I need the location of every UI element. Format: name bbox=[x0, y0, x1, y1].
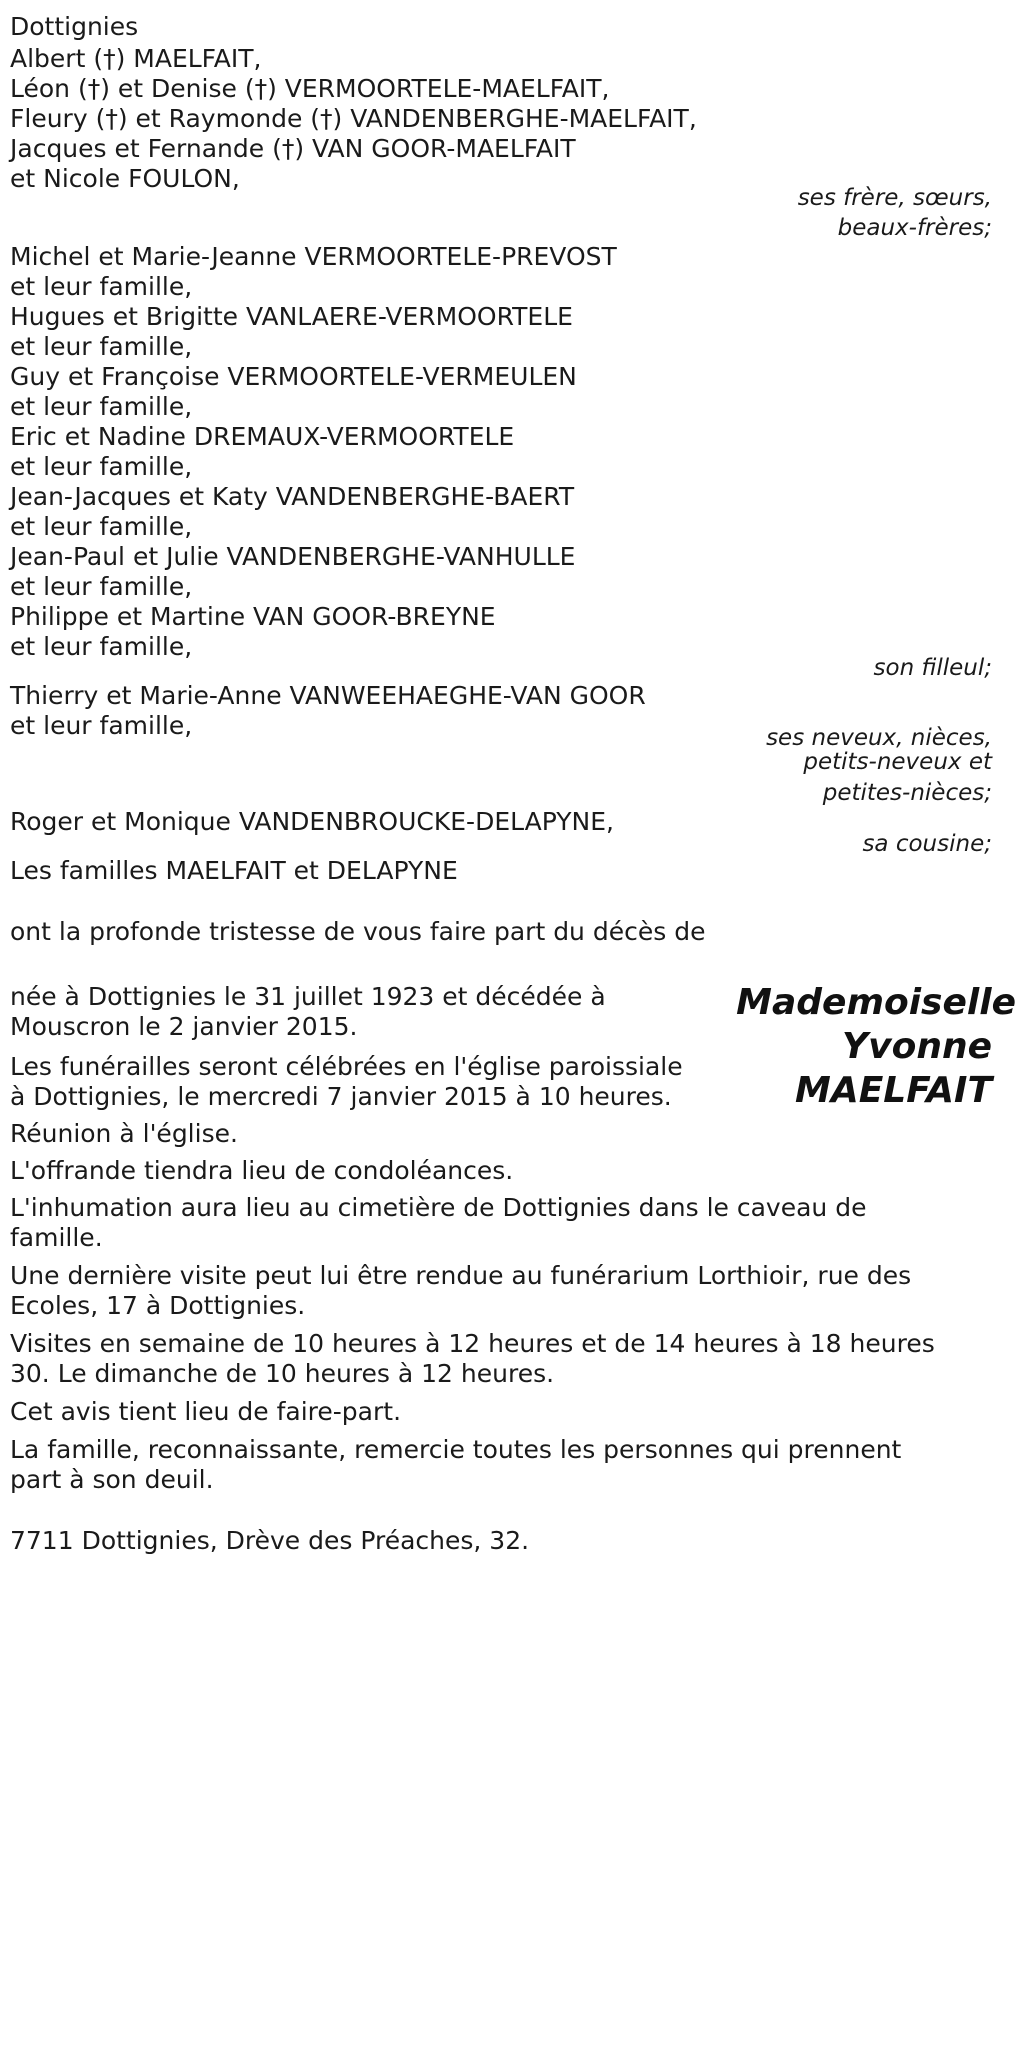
nephews-role: ses neveux, nièces, bbox=[766, 725, 992, 751]
funeral-line: à Dottignies, le mercredi 7 janvier 2015 à 10 heures. bbox=[10, 1082, 672, 1111]
nephew-line: et leur famille, bbox=[10, 632, 193, 661]
nephew-line: et leur famille, bbox=[10, 392, 193, 421]
notice-line: Cet avis tient lieu de faire-part. bbox=[10, 1397, 402, 1426]
nephew-line: Jean-Jacques et Katy VANDENBERGHE-BAERT bbox=[10, 482, 575, 511]
siblings-role: ses frère, sœurs, bbox=[797, 185, 992, 211]
sibling-line: Léon (†) et Denise (†) VERMOORTELE-MAELFAIT, bbox=[10, 74, 610, 103]
nephew-line: Philippe et Martine VAN GOOR-BREYNE bbox=[10, 602, 496, 631]
sibling-line: Jacques et Fernande (†) VAN GOOR-MAELFAIT bbox=[10, 134, 576, 163]
siblings-role: beaux-frères; bbox=[837, 215, 992, 241]
visit-line: Une dernière visite peut lui être rendue au funérarium Lorthioir, rue des bbox=[10, 1261, 912, 1290]
nephew-line: Michel et Marie-Jeanne VERMOORTELE-PREVOST bbox=[10, 242, 617, 271]
nephew-line: Eric et Nadine DREMAUX-VERMOORTELE bbox=[10, 422, 515, 451]
deceased-last-name: MAELFAIT bbox=[795, 1070, 992, 1111]
deceased-first-name: Yvonne bbox=[842, 1026, 992, 1067]
nephew-line: et leur famille, bbox=[10, 272, 193, 301]
nephew-line: et leur famille, bbox=[10, 452, 193, 481]
cousin-line: Roger et Monique VANDENBROUCKE-DELAPYNE, bbox=[10, 807, 614, 836]
nephew-line: Hugues et Brigitte VANLAERE-VERMOORTELE bbox=[10, 302, 573, 331]
funeral-line: Les funérailles seront célébrées en l'église paroissiale bbox=[10, 1052, 683, 1081]
nephews-role: petites-nièces; bbox=[822, 780, 992, 806]
sibling-line: Albert (†) MAELFAIT, bbox=[10, 44, 262, 73]
announcement: ont la profonde tristesse de vous faire part du décès de bbox=[10, 917, 706, 946]
godson-line: et leur famille, bbox=[10, 711, 193, 740]
sibling-line: Fleury (†) et Raymonde (†) VANDENBERGHE-MAELFAIT, bbox=[10, 104, 697, 133]
burial-line: L'inhumation aura lieu au cimetière de Dottignies dans le caveau de bbox=[10, 1193, 867, 1222]
godson-line: Thierry et Marie-Anne VANWEEHAEGHE-VAN GOOR bbox=[10, 681, 646, 710]
thanks-line: La famille, reconnaissante, remercie toutes les personnes qui prennent bbox=[10, 1435, 902, 1464]
nephew-line: et leur famille, bbox=[10, 572, 193, 601]
nephew-line: et leur famille, bbox=[10, 332, 193, 361]
godson-role: son filleul; bbox=[873, 655, 992, 681]
town-heading: Dottignies bbox=[10, 12, 139, 41]
birth-line: née à Dottignies le 31 juillet 1923 et décédée à bbox=[10, 982, 606, 1011]
deceased-title: Mademoiselle bbox=[736, 982, 1016, 1023]
hours-line: Visites en semaine de 10 heures à 12 heures et de 14 heures à 18 heures bbox=[10, 1329, 935, 1358]
birth-line: Mouscron le 2 janvier 2015. bbox=[10, 1012, 358, 1041]
address-line: 7711 Dottignies, Drève des Préaches, 32. bbox=[10, 1526, 530, 1555]
burial-line: famille. bbox=[10, 1223, 103, 1252]
hours-line: 30. Le dimanche de 10 heures à 12 heures. bbox=[10, 1359, 555, 1388]
sibling-line: et Nicole FOULON, bbox=[10, 164, 240, 193]
nephew-line: et leur famille, bbox=[10, 512, 193, 541]
families-line: Les familles MAELFAIT et DELAPYNE bbox=[10, 856, 458, 885]
cousin-role: sa cousine; bbox=[862, 831, 992, 857]
nephews-role: petits-neveux et bbox=[803, 749, 992, 775]
offering-line: L'offrande tiendra lieu de condoléances. bbox=[10, 1156, 514, 1185]
nephew-line: Jean-Paul et Julie VANDENBERGHE-VANHULLE bbox=[10, 542, 576, 571]
thanks-line: part à son deuil. bbox=[10, 1465, 214, 1494]
visit-line: Ecoles, 17 à Dottignies. bbox=[10, 1291, 306, 1320]
nephew-line: Guy et Françoise VERMOORTELE-VERMEULEN bbox=[10, 362, 577, 391]
meeting-line: Réunion à l'église. bbox=[10, 1119, 238, 1148]
